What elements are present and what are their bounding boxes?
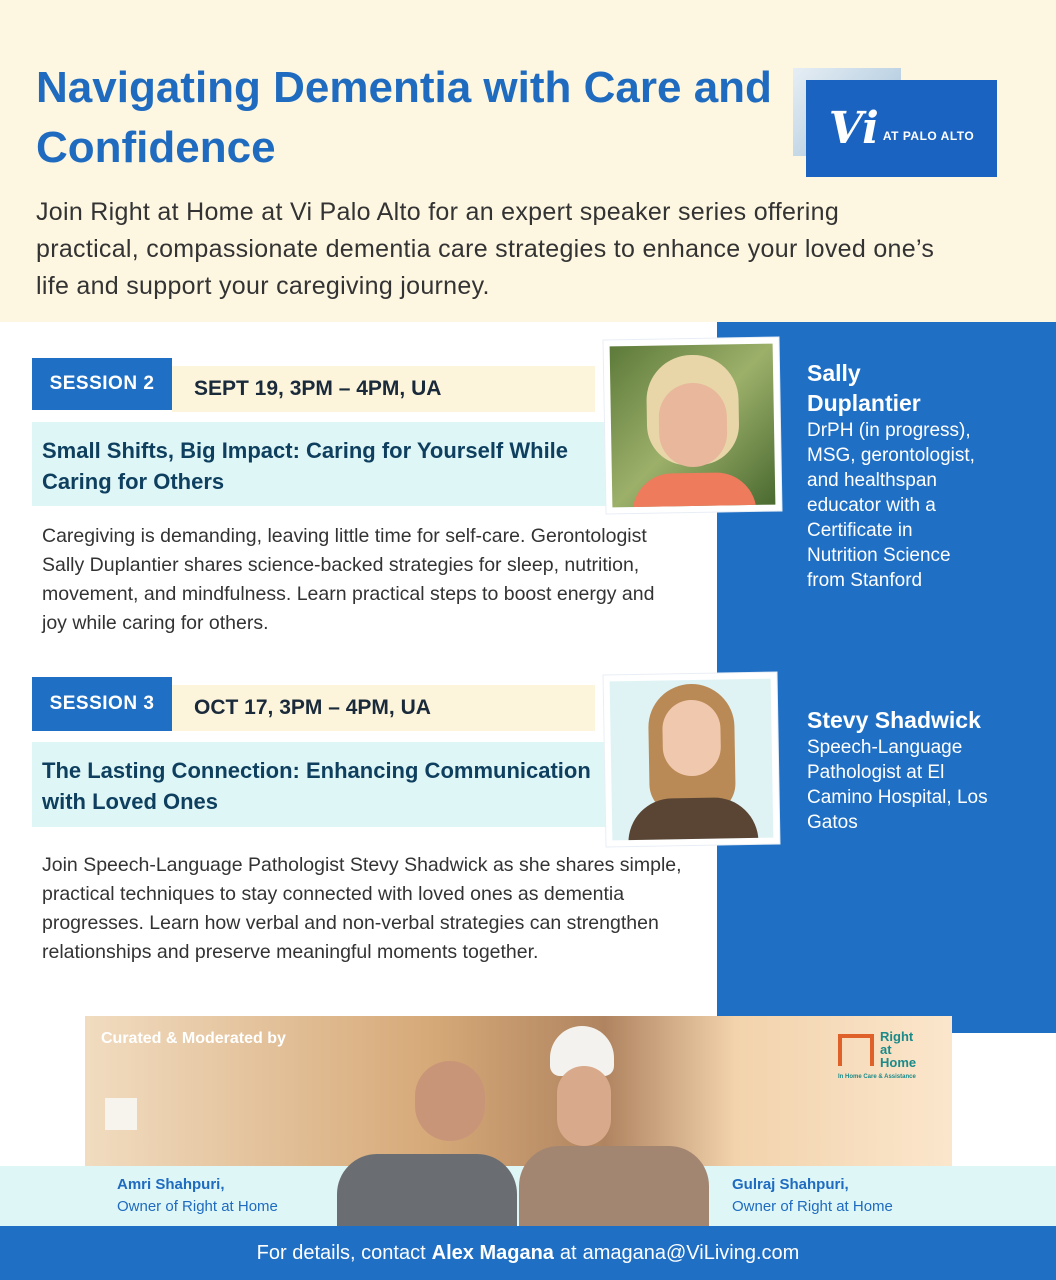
page-title: Navigating Dementia with Care and Confidence [36, 63, 772, 172]
speaker-credentials: DrPH (in progress), MSG, gerontologist, and healthspan educator with a Certificate in Nutrition Science from Stanford [807, 420, 975, 591]
logo-word: Home [880, 1055, 917, 1070]
session-date: SEPT 19, 3PM – 4PM, UA [172, 366, 595, 412]
moderator-name: Gulraj Shahpuri, [732, 1176, 849, 1193]
session-label: SESSION 3 [32, 677, 172, 731]
moderators-heading: Curated & Moderated by [101, 1030, 286, 1047]
speaker-info [807, 358, 1047, 593]
intro-text: Join Right at Home at Vi Palo Alto for an expert speaker series offering practical, compassionate dementia care strategies to enhance your loved one’s life and support your caregiving journey. [36, 198, 935, 300]
moderator-role: Owner of Right at Home [117, 1198, 278, 1215]
moderator [732, 1174, 893, 1218]
speaker-name: Stevy Shadwick [807, 707, 981, 733]
moderator [117, 1174, 278, 1218]
session-date: OCT 17, 3PM – 4PM, UA [172, 685, 595, 731]
session-description: Caregiving is demanding, leaving little time for self-care. Gerontologist Sally Duplantier shares science-backed strategies for sleep, nutrition, movement, and mindfulness. Learn practical steps to boost energy and joy while caring for others. [42, 525, 655, 634]
moderator-role: Owner of Right at Home [732, 1198, 893, 1215]
logo-mark: Vi [828, 103, 879, 154]
logo-word: Right [880, 1029, 914, 1044]
logo-text: AT PALO ALTO [882, 128, 975, 143]
session-label: SESSION 2 [32, 358, 172, 410]
speaker-info [807, 705, 1047, 835]
speaker-photo [604, 673, 780, 847]
logo-tagline: In Home Care & Assistance [838, 1074, 916, 1080]
contact-name: Alex Magana [431, 1241, 554, 1264]
speaker-name: Sally Duplantier [807, 360, 921, 416]
session-description: Join Speech-Language Pathologist Stevy Shadwick as she shares simple, practical techniques to stay connected with loved ones as dementia progresses. Learn how verbal and non-verbal strategies can strengthen relationships and preserve meaningful moments together. [42, 854, 682, 963]
vi-palo-alto-logo [806, 80, 997, 177]
moderators-bodies [337, 1140, 709, 1226]
contact-email[interactable]: amagana@ViLiving.com [582, 1241, 800, 1264]
footer-contact [0, 1226, 1056, 1280]
speaker-photo [604, 337, 782, 513]
logo-word: at [880, 1042, 892, 1057]
right-at-home-logo [838, 1028, 936, 1088]
footer-at: at [559, 1241, 577, 1264]
session-title: Small Shifts, Big Impact: Caring for Yourself While Caring for Others [32, 422, 607, 506]
footer-prefix: For details, contact [256, 1241, 426, 1264]
moderator-name: Amri Shahpuri, [117, 1176, 225, 1193]
session-title: The Lasting Connection: Enhancing Communication with Loved Ones [32, 742, 607, 827]
speaker-credentials: Speech-Language Pathologist at El Camino Hospital, Los Gatos [807, 737, 988, 833]
